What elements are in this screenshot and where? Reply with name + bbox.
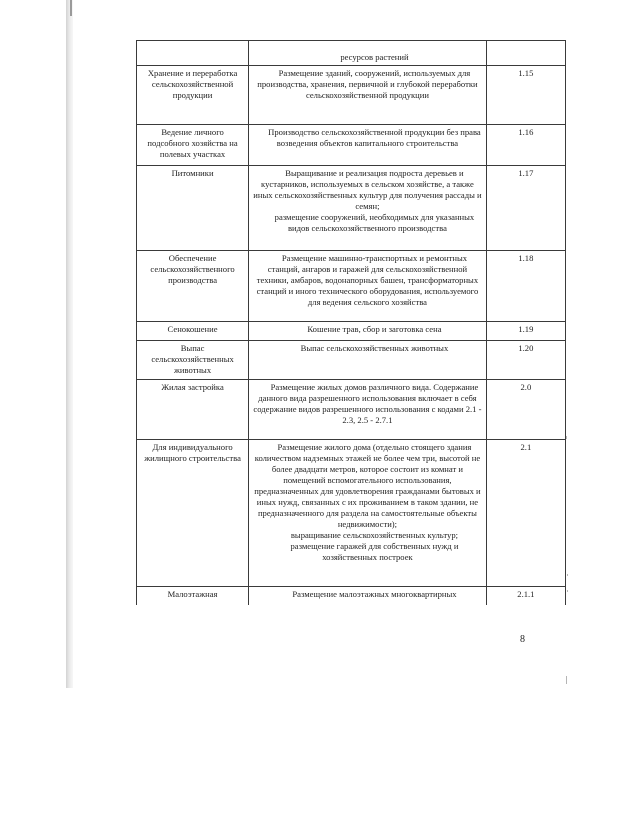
table-row [137,380,566,440]
scan-speck [566,676,567,684]
use-name-cell: Питомники [137,166,249,251]
description-text: размещение гаражей для собственных нужд и хозяйственных построек [290,541,459,562]
table-row [137,440,566,587]
use-name-cell [137,41,249,66]
description-cell [249,66,487,125]
table-row [137,341,566,380]
code-cell: 1.17 [486,166,565,251]
description-text: Кошение трав, сбор и заготовка сена [307,324,442,334]
table-row [137,251,566,322]
description-text: ресурсов растений [340,52,409,62]
scan-speck [566,436,567,439]
code-cell: 2.1 [486,440,565,587]
description-cell [249,587,487,606]
use-name-cell: Ведение личного подсобного хозяйства на полевых участках [137,125,249,166]
table-row [137,41,566,66]
description-text: Размещение зданий, сооружений, используемых для производства, хранения, первичной и глубокой переработки сельскохозяйственной продукции [257,68,478,100]
code-cell: 1.20 [486,341,565,380]
code-cell: 1.16 [486,125,565,166]
table-row [137,66,566,125]
description-cell [249,322,487,341]
code-cell: 1.15 [486,66,565,125]
description-text: Выращивание и реализация подроста деревьев и кустарников, используемых в сельском хозяйстве, а также иных сельскохозяйственных культур для получения рассады и семян; [253,168,482,211]
use-name-cell: Обеспечение сельскохозяйственного производства [137,251,249,322]
page-number: 8 [520,634,525,645]
use-name-cell: Для индивидуального жилищного строительства [137,440,249,587]
scan-speck [567,574,568,576]
table-row [137,125,566,166]
use-name-cell: Малоэтажная [137,587,249,606]
description-cell [249,166,487,251]
description-text: выращивание сельскохозяйственных культур; [290,530,459,540]
description-cell [249,125,487,166]
description-cell [249,380,487,440]
description-text: Выпас сельскохозяйственных животных [300,343,449,353]
description-cell [249,251,487,322]
description-text: размещение сооружений, необходимых для указанных видов сельскохозяйственного производства [274,212,475,233]
description-text: Размещение машинно-транспортных и ремонтных станций, ангаров и гаражей для сельскохозяйственной техники, амбаров, водонапорных башен, трансформаторных станций и иного технического оборудования, используемого для ведения сельского хозяйства [256,253,479,307]
table-row [137,322,566,341]
description-cell [249,41,487,66]
table-row [137,166,566,251]
description-text: Производство сельскохозяйственной продукции без права возведения объектов капитального строительства [268,127,481,148]
description-cell [249,440,487,587]
use-name-cell: Сенокошение [137,322,249,341]
scan-speck [567,590,568,592]
land-use-table [136,40,566,605]
description-text: Размещение малоэтажных многоквартирных [292,589,457,599]
code-cell: 1.18 [486,251,565,322]
scan-mark [70,0,72,16]
use-name-cell: Хранение и переработка сельскохозяйственной продукции [137,66,249,125]
code-cell: 1.19 [486,322,565,341]
use-name-cell: Жилая застройка [137,380,249,440]
description-text: Размещение жилых домов различного вида. Содержание данного вида разрешенного использования включает в себя содержание видов разрешенного использования с кодами 2.1 - 2.3, 2.5 - 2.7.1 [253,382,482,425]
code-cell: 2.1.1 [486,587,565,606]
table-row [137,587,566,606]
description-cell [249,341,487,380]
scan-shadow-edge [66,0,73,688]
code-cell: 2.0 [486,380,565,440]
description-text: Размещение жилого дома (отдельно стоящего здания количеством надземных этажей не более чем три, высотой не более двадцати метров, которое состоит из комнат и помещений вспомогательного использования, предназначенных для удовлетворения гражданами бытовых и иных нужд, связанных с их проживанием в таком здании, не предназначенного для раздела на самостоятельные объекты недвижимости); [254,442,481,529]
use-name-cell: Выпас сельскохозяйственных животных [137,341,249,380]
code-cell [486,41,565,66]
